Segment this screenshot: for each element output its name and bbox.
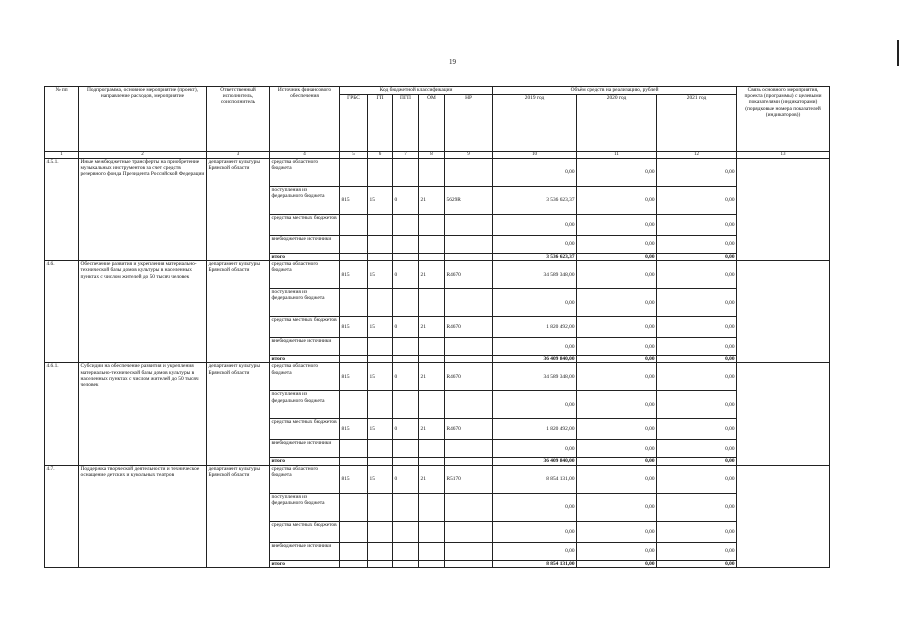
code-grbs: 815 [340,187,368,215]
code-nr [445,440,493,458]
code-pgp: 0 [393,363,419,391]
amount-2019: 0,00 [493,542,577,560]
amount-2019: 0,00 [493,215,577,236]
code-grbs [340,254,368,261]
code-pgp: 0 [393,187,419,215]
scan-edge-mark [897,40,899,66]
amount-2021: 0,00 [657,289,737,317]
funding-source: внебюджетные источники [270,236,340,254]
budget-table [44,86,830,568]
code-gp: 15 [368,317,393,338]
total-2021: 0,00 [657,254,737,261]
code-gp [368,493,393,521]
amount-2021: 0,00 [657,419,737,440]
code-nr [445,236,493,254]
table-row [45,465,830,493]
code-om: 21 [419,419,445,440]
code-gp [368,289,393,317]
code-gp: 15 [368,187,393,215]
amount-2020: 0,00 [577,465,657,493]
funding-source: внебюджетные источники [270,338,340,356]
amount-2019: 0,00 [493,493,577,521]
code-pgp [393,236,419,254]
funding-source: средства областного бюджета [270,261,340,289]
code-nr: R4670 [445,363,493,391]
code-om [419,493,445,521]
code-pgp: 0 [393,317,419,338]
funding-source: средства областного бюджета [270,465,340,493]
amount-2019: 0,00 [493,159,577,187]
amount-2019: 34 589 348,00 [493,261,577,289]
code-gp [368,542,393,560]
code-gp: 15 [368,363,393,391]
funding-source: внебюджетные источники [270,542,340,560]
code-pgp [393,493,419,521]
header-pgp: ПГП [393,95,419,152]
code-gp [368,215,393,236]
code-nr: R4670 [445,261,493,289]
amount-2019: 0,00 [493,338,577,356]
total-2021: 0,00 [657,356,737,363]
code-gp [368,159,393,187]
measure-name: Поддержка творческой деятельности и техническое оснащение детских и кукольных театров [79,465,207,567]
code-nr: 5629R [445,187,493,215]
code-pgp [393,560,419,567]
row-number: 4.5.1. [45,159,79,261]
amount-2021: 0,00 [657,338,737,356]
amount-2019: 1 820 492,00 [493,419,577,440]
measure-name: Субсидии на обеспечение развития и укрепления материально-технической базы домов культуры в населенных пунктах с числом жителей до 50 тысяч человек [79,363,207,465]
code-grbs [340,521,368,542]
header-gp: ГП [368,95,393,152]
amount-2019: 1 820 492,00 [493,317,577,338]
code-om [419,338,445,356]
amount-2019: 8 854 131,00 [493,465,577,493]
code-nr: R4670 [445,317,493,338]
code-nr [445,493,493,521]
amount-2021: 0,00 [657,317,737,338]
col-number: 13 [737,152,830,159]
code-grbs [340,440,368,458]
code-gp [368,391,393,419]
header-name: Подпрограмма, основное мероприятие (проект), направление расходов, мероприятие [79,87,207,152]
code-pgp [393,289,419,317]
code-nr: R5170 [445,465,493,493]
header-2020: 2020 год [577,95,657,152]
header-source: Источник финансового обеспечения [270,87,340,152]
header-grbs: ГРБС [340,95,368,152]
col-number: 8 [419,152,445,159]
amount-2020: 0,00 [577,363,657,391]
amount-2019: 0,00 [493,236,577,254]
executor: департамент культуры Брянской области [207,363,270,465]
code-om [419,521,445,542]
code-nr [445,391,493,419]
funding-source: средства местных бюджетов [270,419,340,440]
amount-2021: 0,00 [657,521,737,542]
code-om: 21 [419,363,445,391]
col-number: 10 [493,152,577,159]
amount-2020: 0,00 [577,317,657,338]
header-2021: 2021 год [657,95,737,152]
code-grbs: 815 [340,465,368,493]
code-gp [368,356,393,363]
row-number: 4.6.1. [45,363,79,465]
amount-2020: 0,00 [577,391,657,419]
col-number: 3 [207,152,270,159]
code-nr [445,289,493,317]
code-gp [368,338,393,356]
amount-2019: 3 536 623,37 [493,187,577,215]
funding-source-total: итого [270,254,340,261]
col-number: 6 [368,152,393,159]
total-2019: 36 409 840,00 [493,458,577,465]
code-nr [445,159,493,187]
table-row [45,363,830,391]
amount-2020: 0,00 [577,521,657,542]
code-gp [368,521,393,542]
amount-2020: 0,00 [577,338,657,356]
amount-2021: 0,00 [657,440,737,458]
funding-source: средства местных бюджетов [270,521,340,542]
funding-source: поступления из федерального бюджета [270,391,340,419]
code-om: 21 [419,187,445,215]
funding-source: средства местных бюджетов [270,215,340,236]
amount-2019: 0,00 [493,440,577,458]
total-2021: 0,00 [657,560,737,567]
code-nr [445,338,493,356]
code-om [419,254,445,261]
code-om [419,440,445,458]
amount-2020: 0,00 [577,493,657,521]
code-om [419,391,445,419]
total-2019: 3 536 623,37 [493,254,577,261]
row-number: 4.6. [45,261,79,363]
amount-2019: 0,00 [493,391,577,419]
code-pgp [393,338,419,356]
amount-2021: 0,00 [657,542,737,560]
code-gp [368,236,393,254]
header-num: № пп [45,87,79,152]
code-grbs: 815 [340,261,368,289]
code-om: 21 [419,261,445,289]
code-pgp: 0 [393,419,419,440]
executor: департамент культуры Брянской области [207,261,270,363]
code-gp: 15 [368,261,393,289]
header-om: ОМ [419,95,445,152]
code-pgp [393,440,419,458]
table-row [45,159,830,187]
amount-2020: 0,00 [577,261,657,289]
funding-source: внебюджетные источники [270,440,340,458]
measure-name: Иные межбюджетные трансферты на приобретение музыкальных инструментов за счет средств резервного фонда Президента Российской Федерации [79,159,207,261]
amount-2020: 0,00 [577,289,657,317]
measure-name: Обеспечение развития и укрепления материально-технической базы домов культуры в населенных пунктах с числом жителей до 50 тысяч человек [79,261,207,363]
code-grbs: 815 [340,317,368,338]
funding-source-total: итого [270,560,340,567]
row-number: 4.7. [45,465,79,567]
funding-source: поступления из федерального бюджета [270,289,340,317]
code-grbs: 815 [340,363,368,391]
col-number: 7 [393,152,419,159]
page-number: 19 [449,58,456,66]
amount-2020: 0,00 [577,419,657,440]
amount-2020: 0,00 [577,187,657,215]
code-nr: R4670 [445,419,493,440]
executor: департамент культуры Брянской области [207,465,270,567]
code-om [419,159,445,187]
code-grbs [340,458,368,465]
amount-2020: 0,00 [577,542,657,560]
col-number: 9 [445,152,493,159]
code-gp [368,440,393,458]
code-gp [368,458,393,465]
executor: департамент культуры Брянской области [207,159,270,261]
table-body [45,159,830,568]
amount-2021: 0,00 [657,215,737,236]
total-2019: 8 854 131,00 [493,560,577,567]
total-2019: 36 409 840,00 [493,356,577,363]
amount-2019: 0,00 [493,521,577,542]
amount-2020: 0,00 [577,440,657,458]
code-pgp [393,391,419,419]
total-2020: 0,00 [577,560,657,567]
code-pgp [393,254,419,261]
code-pgp [393,521,419,542]
code-grbs [340,159,368,187]
code-grbs [340,560,368,567]
code-om [419,236,445,254]
amount-2021: 0,00 [657,493,737,521]
amount-2021: 0,00 [657,159,737,187]
header-budget-code: Код бюджетной классификации [340,87,493,95]
code-nr [445,521,493,542]
total-2021: 0,00 [657,458,737,465]
code-nr [445,215,493,236]
code-om [419,560,445,567]
amount-2019: 0,00 [493,289,577,317]
code-pgp: 0 [393,465,419,493]
code-nr [445,458,493,465]
col-number: 5 [340,152,368,159]
code-om: 21 [419,465,445,493]
indicator-link [737,261,830,363]
header-volume: Объём средств на реализацию, рублей [493,87,737,95]
header-executor: Ответственный исполнитель, соисполнитель [207,87,270,152]
table-row [45,261,830,289]
code-om [419,289,445,317]
code-nr [445,560,493,567]
code-om [419,356,445,363]
code-pgp [393,542,419,560]
code-gp: 15 [368,419,393,440]
code-om [419,215,445,236]
total-2020: 0,00 [577,458,657,465]
code-nr [445,254,493,261]
col-number: 2 [79,152,207,159]
amount-2021: 0,00 [657,391,737,419]
code-gp [368,560,393,567]
code-grbs [340,356,368,363]
code-pgp [393,159,419,187]
funding-source: средства областного бюджета [270,363,340,391]
code-pgp [393,215,419,236]
indicator-link [737,363,830,465]
code-om: 21 [419,317,445,338]
code-grbs [340,542,368,560]
col-number: 4 [270,152,340,159]
code-om [419,458,445,465]
funding-source: поступления из федерального бюджета [270,493,340,521]
column-number-row [45,152,830,159]
amount-2020: 0,00 [577,159,657,187]
header-2019: 2019 год [493,95,577,152]
amount-2020: 0,00 [577,236,657,254]
funding-source-total: итого [270,458,340,465]
indicator-link [737,465,830,567]
code-grbs [340,391,368,419]
col-number: 1 [45,152,79,159]
code-om [419,542,445,560]
amount-2021: 0,00 [657,261,737,289]
total-2020: 0,00 [577,254,657,261]
funding-source-total: итого [270,356,340,363]
col-number: 12 [657,152,737,159]
header-nr: НР [445,95,493,152]
code-grbs: 815 [340,419,368,440]
code-grbs [340,215,368,236]
amount-2021: 0,00 [657,236,737,254]
col-number: 11 [577,152,657,159]
code-grbs [340,289,368,317]
funding-source: средства областного бюджета [270,159,340,187]
code-grbs [340,493,368,521]
code-pgp [393,458,419,465]
code-pgp: 0 [393,261,419,289]
funding-source: поступления из федерального бюджета [270,187,340,215]
code-nr [445,542,493,560]
amount-2020: 0,00 [577,215,657,236]
code-gp [368,254,393,261]
amount-2019: 34 589 348,00 [493,363,577,391]
code-grbs [340,338,368,356]
code-nr [445,356,493,363]
amount-2021: 0,00 [657,187,737,215]
code-gp: 15 [368,465,393,493]
header-link: Связь основного мероприятия, проекта (программы) с целевыми показателями (индикаторами) (порядковые номера показателей (индикаторов)) [737,87,830,152]
amount-2021: 0,00 [657,363,737,391]
amount-2021: 0,00 [657,465,737,493]
code-grbs [340,236,368,254]
total-2020: 0,00 [577,356,657,363]
funding-source: средства местных бюджетов [270,317,340,338]
code-pgp [393,356,419,363]
indicator-link [737,159,830,261]
